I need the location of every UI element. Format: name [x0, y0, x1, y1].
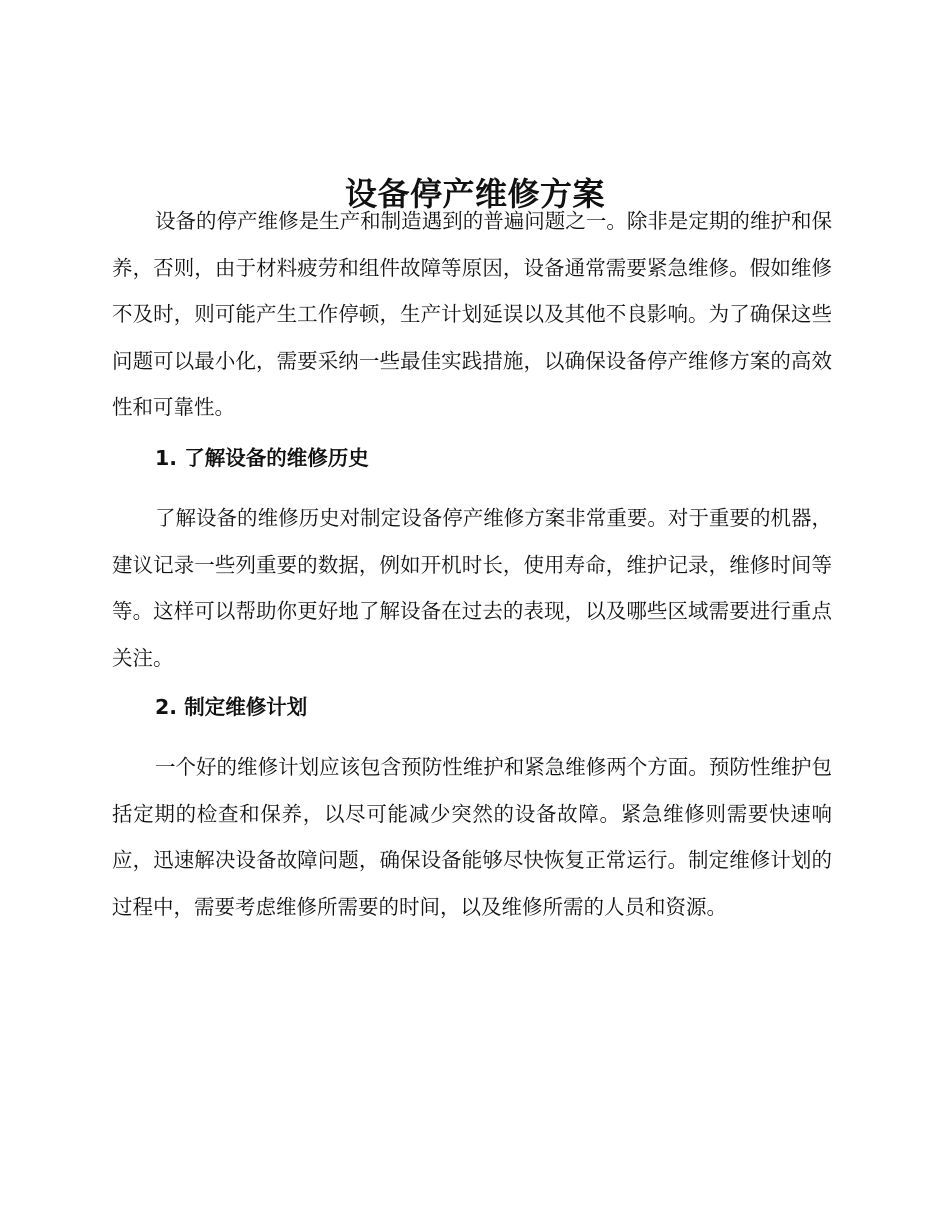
section-body-2: 一个好的维修计划应该包含预防性维护和紧急维修两个方面。预防性维护包括定期的检查和保养，以尽可能减少突然的设备故障。紧急维修则需要快速响应，迅速解决设备故障问题，确保设备能够尽快恢复正常运行。制定维修计划的过程中，需要考虑维修所需要的时间，以及维修所需的人员和资源。	[112, 755, 832, 919]
section-heading-2: 2. 制定维修计划	[155, 695, 308, 719]
document-title: 设备停产维修方案	[344, 175, 605, 214]
section-body-1: 了解设备的维修历史对制定设备停产维修方案非常重要。对于重要的机器，建议记录一些列重要的数据，例如开机时长，使用寿命，维护记录，维修时间等等。这样可以帮助你更好地了解设备在过去的表现，以及哪些区域需要进行重点关注。	[112, 506, 832, 670]
section-heading-1: 1. 了解设备的维修历史	[155, 446, 369, 470]
intro-paragraph: 设备的停产维修是生产和制造遇到的普遍问题之一。除非是定期的维护和保养，否则，由于材料疲劳和组件故障等原因，设备通常需要紧急维修。假如维修不及时，则可能产生工作停顿，生产计划延误以及其他不良影响。为了确保这些问题可以最小化，需要采纳一些最佳实践措施，以确保设备停产维修方案的高效性和可靠性。	[112, 209, 832, 419]
